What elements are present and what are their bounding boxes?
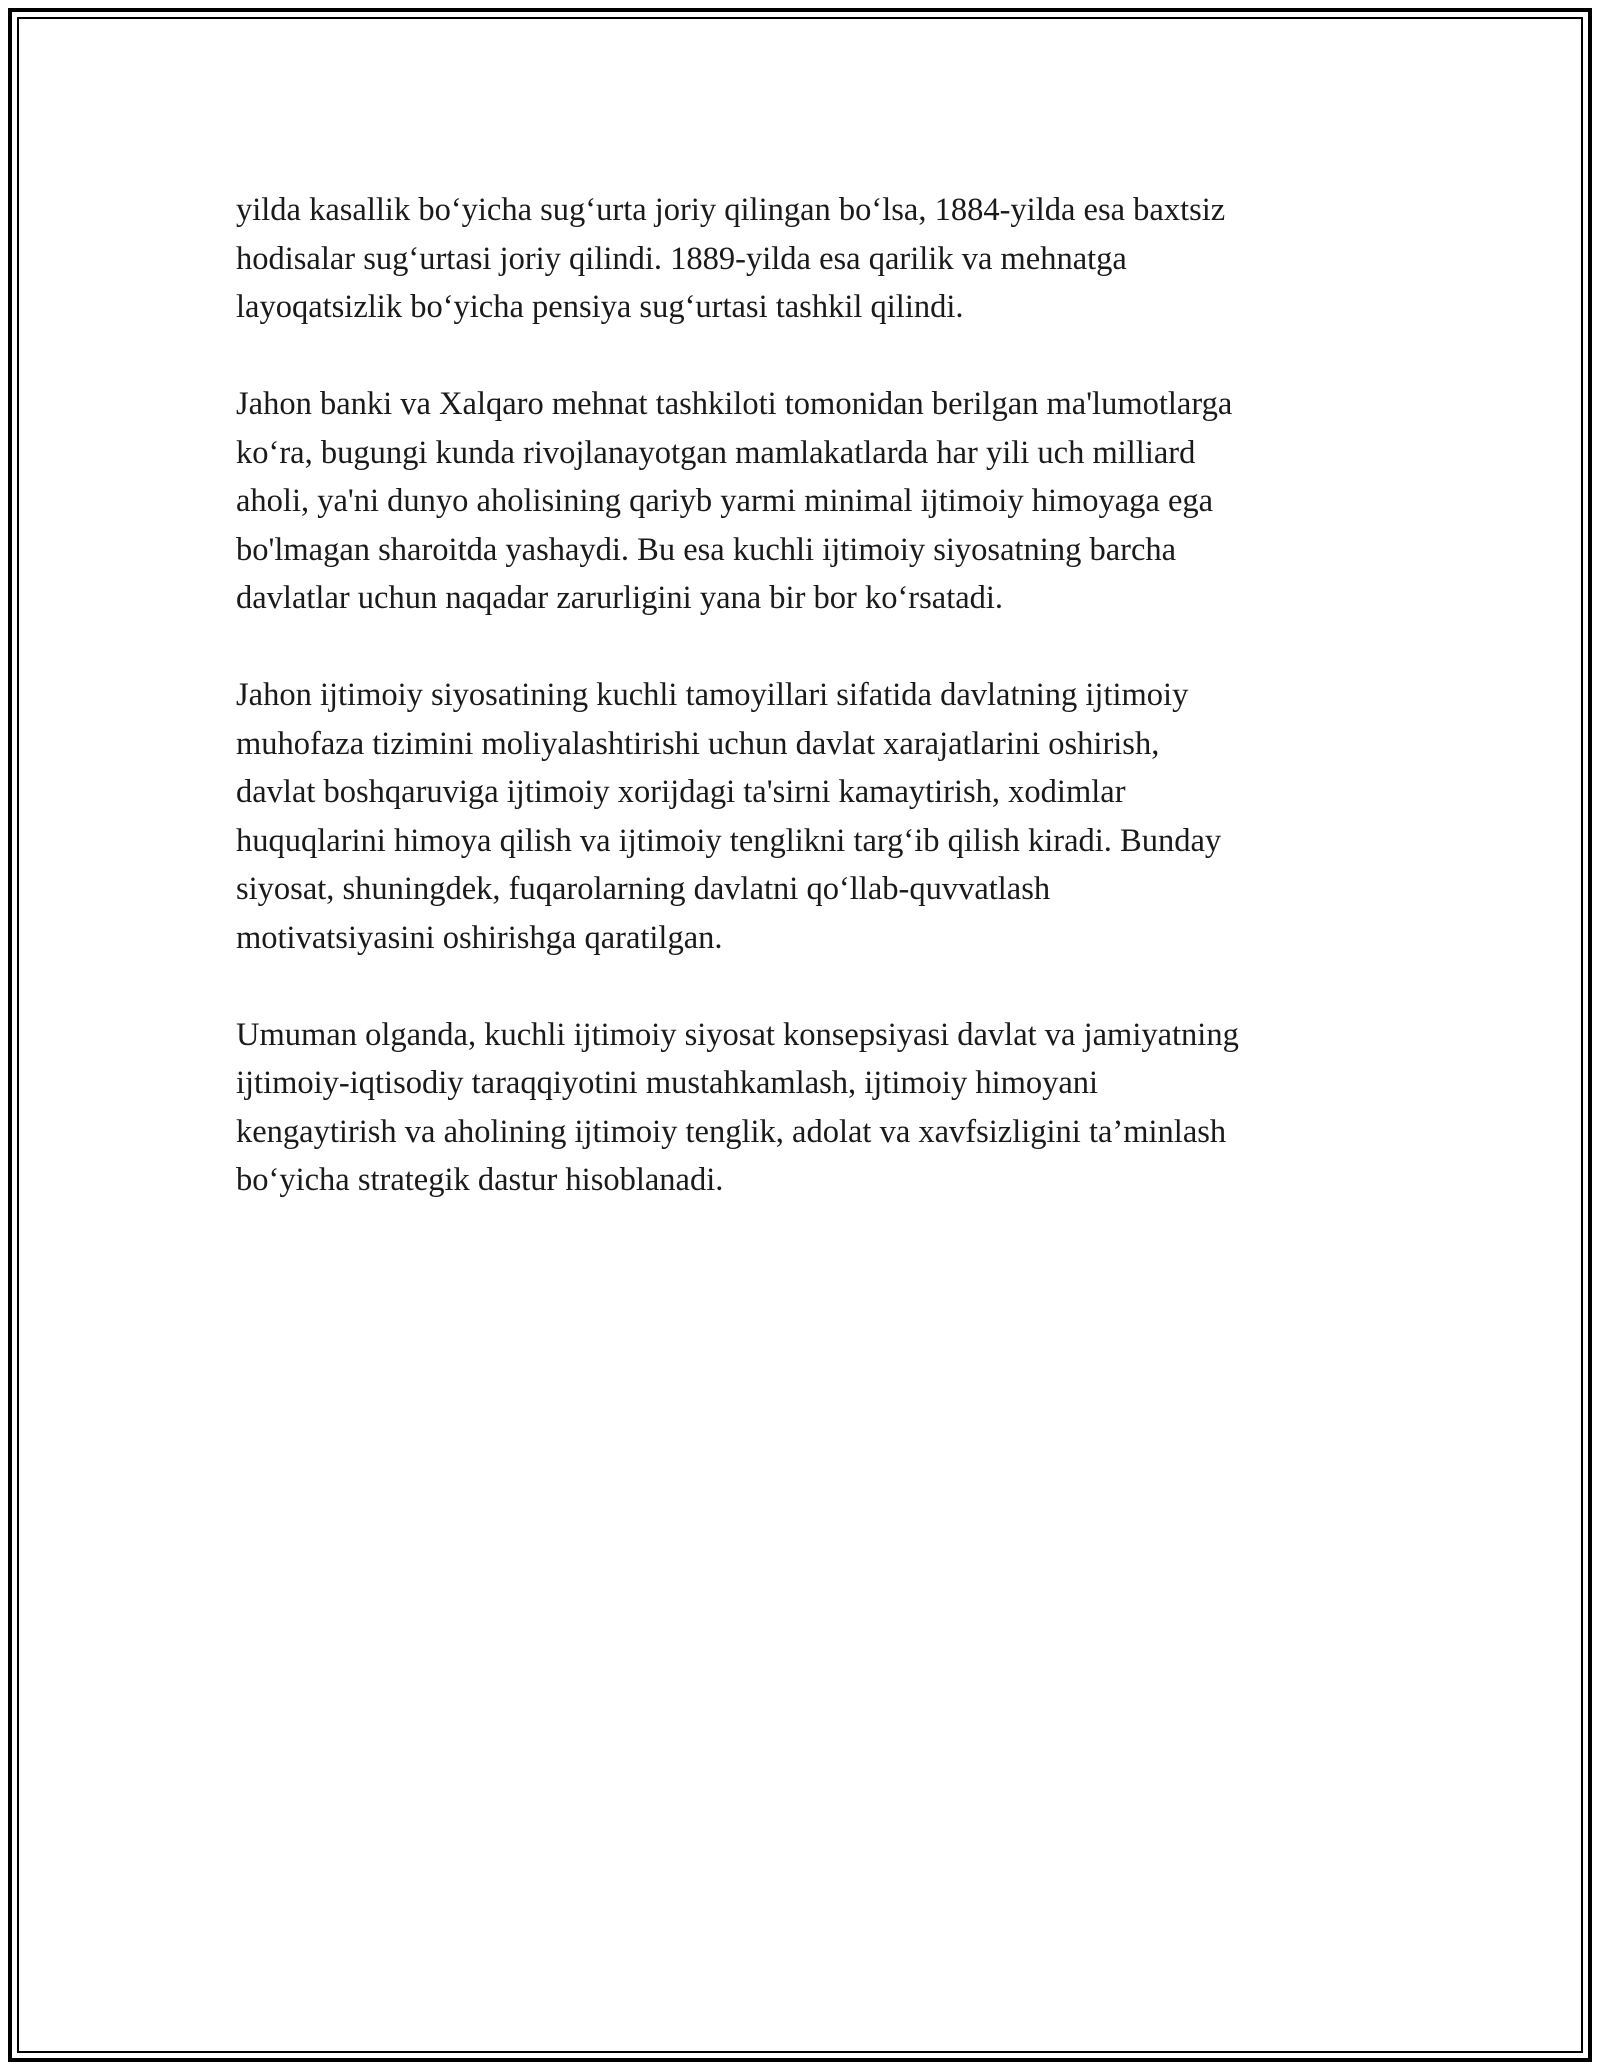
document-body <box>236 186 1376 1253</box>
paragraph-insurance-history: yilda kasallik bo‘yicha sug‘urta joriy qilingan bo‘lsa, 1884-yilda esa baxtsiz hodisalar sug‘urtasi joriy qilindi. 1889-yilda esa qarilik va mehnatga layoqatsizlik bo‘yicha pensiya sug‘urtasi tashkil qilindi. <box>236 192 1226 325</box>
paragraph-social-policy-principles: Jahon ijtimoiy siyosatining kuchli tamoyillari sifatida davlatning ijtimoiy muhofaza tizimini moliyalashtirishi uchun davlat xarajatlarini oshirish, davlat boshqaruviga ijtimoiy xorijdagi ta'sirni kamaytirish, xodimlar huquqlarini himoya qilish va ijtimoiy tenglikni targ‘ib qilish kiradi. Bunday siyosat, shuningdek, fuqarolarning davlatni qo‘llab-quvvatlash motivatsiyasini oshirishga qaratilgan. <box>236 677 1222 956</box>
paragraph-world-bank-data: Jahon banki va Xalqaro mehnat tashkiloti tomonidan berilgan ma'lumotlarga ko‘ra, bugungi kunda rivojlanayotgan mamlakatlarda har yili uch milliard aholi, ya'ni dunyo aholisining qariyb yarmi minimal ijtimoiy himoyaga ega bo'lmagan sharoitda yashaydi. Bu esa kuchli ijtimoiy siyosatning barcha davlatlar uchun naqadar zarurligini yana bir bor ko‘rsatadi. <box>236 386 1233 616</box>
paragraph-conclusion: Umuman olganda, kuchli ijtimoiy siyosat konsepsiyasi davlat va jamiyatning ijtimoiy-iqtisodiy taraqqiyotini mustahkamlash, ijtimoiy himoyani kengaytirish va aholining ijtimoiy tenglik, adolat va xavfsizligini ta’minlash bo‘yicha strategik dastur hisoblanadi. <box>236 1016 1239 1198</box>
